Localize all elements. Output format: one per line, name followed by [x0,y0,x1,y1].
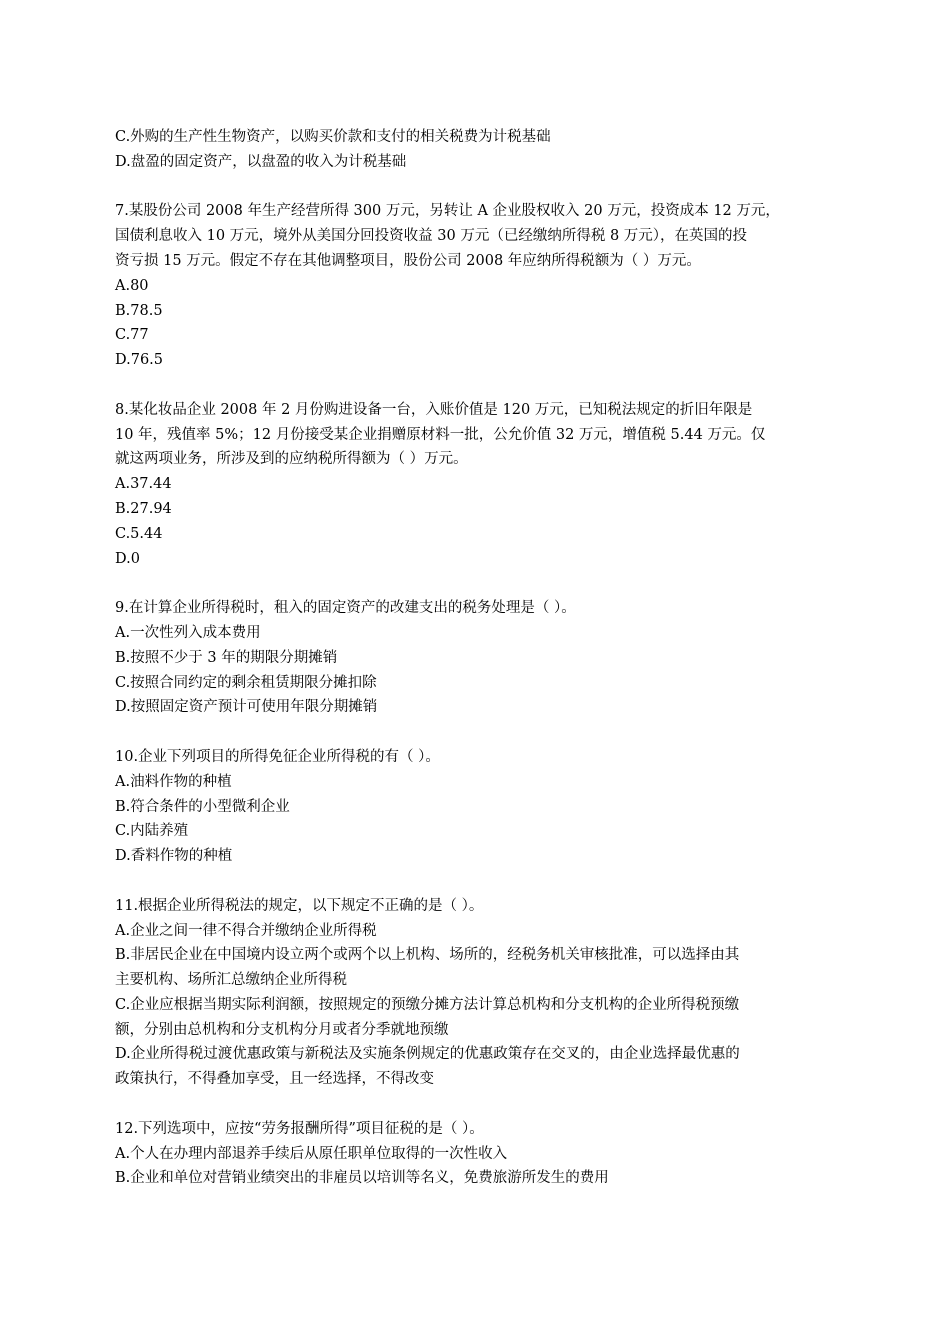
option-c: C.外购的生产性生物资产，以购买价款和支付的相关税费为计税基础 [115,129,551,145]
option-b: B.企业和单位对营销业绩突出的非雇员以培训等名义，免费旅游所发生的费用 [115,1170,609,1187]
document-page [115,125,840,1191]
option-d: D.企业所得税过渡优惠政策与新税法及实施条例规定的优惠政策存在交叉的，由企业选择最优惠的 [115,1046,740,1063]
option-a: A.个人在办理内部退养手续后从原任职单位取得的一次性收入 [115,1145,508,1162]
option-b: B.按照不少于 3 年的期限分期摊销 [115,649,338,666]
option-a: A.企业之间一律不得合并缴纳企业所得税 [115,922,377,939]
question-6-continued [115,125,840,175]
option-c: C.77 [115,327,149,344]
option-b-continued: 主要机构、场所汇总缴纳企业所得税 [115,972,347,989]
option-d: D.76.5 [115,352,164,369]
question-stem: 9.在计算企业所得税时，租入的固定资产的改建支出的税务处理是（ ）。 [115,600,576,617]
question-12 [115,1117,840,1191]
question-7 [115,199,840,373]
option-b: B.78.5 [115,302,163,319]
option-a: A.油料作物的种植 [115,773,232,790]
question-stem: 10 年，残值率 5%；12 月份接受某企业捐赠原材料一批，公允价值 32 万元，增值税 5.44 万元。仅 [115,426,766,443]
question-stem: 国债利息收入 10 万元，境外从美国分回投资收益 30 万元（已经缴纳所得税 8 万元），在英国的投 [115,228,748,245]
option-d: D.香料作物的种植 [115,848,233,865]
question-9 [115,596,840,720]
question-stem: 资亏损 15 万元。假定不存在其他调整项目，股份公司 2008 年应纳所得税额为（ ）万元。 [115,252,701,269]
question-stem: 就这两项业务，所涉及到的应纳税所得额为（ ）万元。 [115,451,468,468]
option-a: A.80 [115,277,149,294]
option-a: A.一次性列入成本费用 [115,624,261,641]
question-10 [115,745,840,869]
option-c: C.企业应根据当期实际利润额，按照规定的预缴分摊方法计算总机构和分支机构的企业所得税预缴 [115,996,740,1013]
option-c: C.按照合同约定的剩余租赁期限分摊扣除 [115,674,377,691]
question-stem: 7.某股份公司 2008 年生产经营所得 300 万元，另转让 A 企业股权收入 20 万元，投资成本 12 万元， [115,203,780,220]
option-d-continued: 政策执行，不得叠加享受，且一经选择，不得改变 [115,1071,434,1088]
question-11 [115,894,840,1092]
option-b: B.27.94 [115,500,172,517]
option-b: B.符合条件的小型微利企业 [115,798,290,815]
option-c: C.5.44 [115,525,163,542]
option-b: B.非居民企业在中国境内设立两个或两个以上机构、场所的，经税务机关审核批准，可以选择由其 [115,947,740,964]
option-d: D.按照固定资产预计可使用年限分期摊销 [115,699,378,716]
option-a: A.37.44 [115,476,172,493]
option-d: D.0 [115,550,140,567]
question-stem: 8.某化妆品企业 2008 年 2 月份购进设备一台，入账价值是 120 万元，已知税法规定的折旧年限是 [115,401,753,418]
question-8 [115,398,840,572]
option-c: C.内陆养殖 [115,823,189,840]
option-c-continued: 额，分别由总机构和分支机构分月或者分季就地预缴 [115,1021,449,1038]
option-d: D.盘盈的固定资产，以盘盈的收入为计税基础 [115,153,407,170]
question-stem: 12.下列选项中，应按“劳务报酬所得”项目征税的是（ ）。 [115,1120,484,1137]
question-stem: 10.企业下列项目的所得免征企业所得税的有（ ）。 [115,748,440,765]
question-stem: 11.根据企业所得税法的规定，以下规定不正确的是（ ）。 [115,897,484,914]
